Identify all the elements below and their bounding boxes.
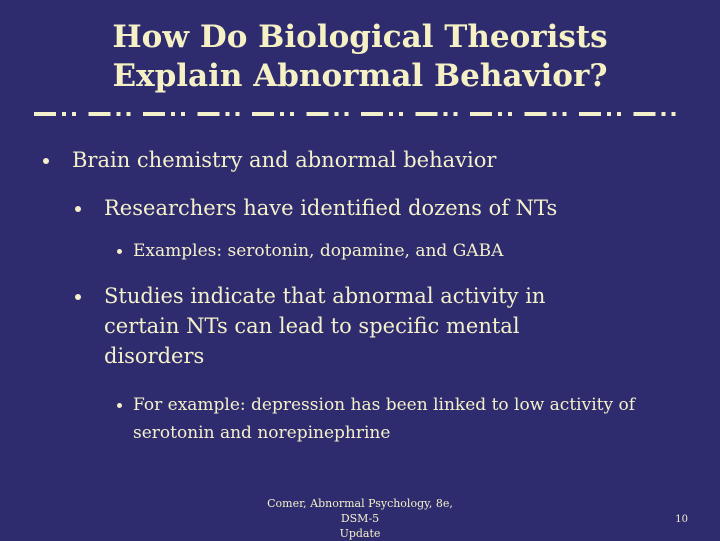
divider-dot <box>62 112 66 116</box>
divider-dash <box>34 112 56 116</box>
slide-footer <box>250 496 470 541</box>
bullet-dot-icon <box>117 249 122 254</box>
slide-title-line-1: How Do Biological Theorists <box>112 19 608 55</box>
divider-dot <box>444 112 448 116</box>
bullet-level-3 <box>133 237 693 265</box>
bullet-text: Studies indicate that abnormal activity in certain NTs can lead to specific mental disorders <box>104 284 546 368</box>
divider-dot <box>127 112 131 116</box>
divider-dash <box>252 112 274 116</box>
footer-line-1: Comer, Abnormal Psychology, 8e, DSM-5 <box>267 497 453 525</box>
divider-dot <box>662 112 666 116</box>
divider-dot <box>280 112 284 116</box>
bullet-dot-icon <box>117 403 122 408</box>
divider-dash <box>470 112 492 116</box>
divider-dot <box>672 112 676 116</box>
divider-dash <box>307 112 329 116</box>
divider-dot <box>389 112 393 116</box>
bullet-level-3 <box>133 391 673 447</box>
divider-dot <box>290 112 294 116</box>
bullet-dot-icon <box>75 206 81 212</box>
divider-dot <box>563 112 567 116</box>
divider-dash <box>634 112 656 116</box>
bullet-text: Brain chemistry and abnormal behavior <box>72 148 497 172</box>
slide-title <box>0 18 720 96</box>
divider-dot <box>607 112 611 116</box>
slide-title-line-2: Explain Abnormal Behavior? <box>112 58 608 94</box>
divider-dot <box>72 112 76 116</box>
divider-dot <box>171 112 175 116</box>
divider-dash <box>143 112 165 116</box>
bullet-text: For example: depression has been linked to low activity of serotonin and norepinephrine <box>133 395 635 443</box>
bullet-level-2 <box>104 193 684 223</box>
divider-dash <box>361 112 383 116</box>
footer-line-2: Update <box>339 527 381 540</box>
divider-dot <box>226 112 230 116</box>
bullet-text: Researchers have identified dozens of NTs <box>104 196 558 220</box>
divider-dot <box>617 112 621 116</box>
divider-dot <box>399 112 403 116</box>
divider-dash <box>579 112 601 116</box>
divider-dot <box>117 112 121 116</box>
page-number: 10 <box>675 514 688 525</box>
divider-dot <box>181 112 185 116</box>
divider-dot <box>508 112 512 116</box>
divider-dot <box>553 112 557 116</box>
title-divider <box>34 110 688 118</box>
bullet-dot-icon <box>43 158 49 164</box>
bullet-dot-icon <box>75 294 81 300</box>
divider-dot <box>345 112 349 116</box>
divider-dash <box>198 112 220 116</box>
divider-dash <box>89 112 111 116</box>
bullet-level-2 <box>104 281 624 371</box>
divider-dash <box>525 112 547 116</box>
bullet-level-1 <box>72 145 672 175</box>
divider-dash <box>416 112 438 116</box>
divider-dot <box>335 112 339 116</box>
bullet-text: Examples: serotonin, dopamine, and GABA <box>133 241 504 261</box>
divider-dot <box>236 112 240 116</box>
divider-dot <box>498 112 502 116</box>
divider-dot <box>454 112 458 116</box>
